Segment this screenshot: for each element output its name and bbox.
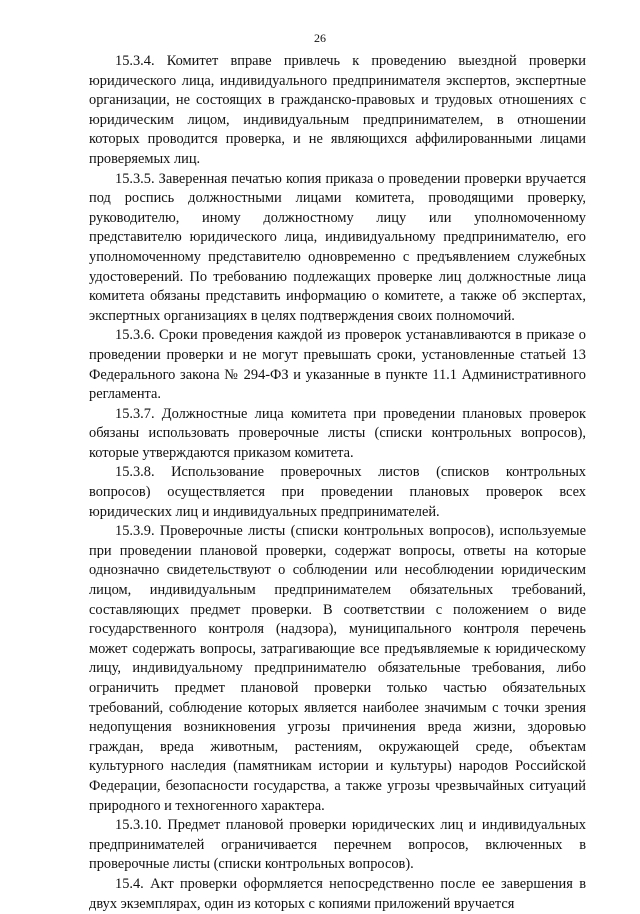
paragraph-15-4: 15.4. Акт проверки оформляется непосредственно после ее завершения в двух экземплярах, один из которых с копиями приложений вручается — [89, 875, 586, 912]
page-number: 26 — [314, 31, 326, 45]
paragraph-15-3-4: 15.3.4. Комитет вправе привлечь к проведению выездной проверки юридического лица, индивидуального предпринимателя экспертов, экспертные организации, не состоящих в гражданско-правовых и трудовых отношениях с юридическим лицом, индивидуальным предпринимателем, в отношении которых проводится проверка, и не являющихся аффилированными лицами проверяемых лиц. — [89, 53, 586, 167]
paragraph-15-3-8: 15.3.8. Использование проверочных листов (списков контрольных вопросов) осуществляется при проведении плановых проверок всех юридических лиц и индивидуальных предпринимателей. — [89, 464, 586, 520]
document-body — [89, 52, 586, 914]
paragraph-15-3-7: 15.3.7. Должностные лица комитета при проведении плановых проверок обязаны использовать проверочные листы (списки контрольных вопросов), которые утверждаются приказом комитета. — [89, 405, 586, 461]
paragraph-15-3-9: 15.3.9. Проверочные листы (списки контрольных вопросов), используемые при проведении плановой проверки, содержат вопросы, ответы на которые однозначно свидетельствуют о соблюдении или несоблюдении юридическим лицом, индивидуальным предпринимателем обязательных требований, составляющих предмет проверки. В соответствии с положением о виде государственного контроля (надзора), муниципального контроля перечень может содержать вопросы, затрагивающие все предъявляемые к юридическому лицу, индивидуальному предпринимателю обязательные требования, либо ограничить предмет плановой проверки только частью обязательных требований, соблюдение которых является наиболее значимым с точки зрения недопущения возникновения угрозы причинения вреда жизни, здоровью граждан, вреда животным, растениям, окружающей среде, объектам культурного наследия (памятникам истории и культуры) народов Российской Федерации, безопасности государства, а также угрозы чрезвычайных ситуаций природного и техногенного характера. — [89, 523, 586, 814]
paragraph-15-3-5: 15.3.5. Заверенная печатью копия приказа о проведении проверки вручается под роспись должностными лицами комитета, проводящими проверку, руководителю, иному должностному лицу или уполномоченному представителю юридического лица, индивидуальному предпринимателю, его уполномоченному представителю одновременно с предъявлением служебных удостоверений. По требованию подлежащих проверке лиц должностные лица комитета обязаны представить информацию о комитете, а также об экспертах, экспертных организациях в целях подтверждения своих полномочий. — [89, 170, 586, 324]
paragraph-15-3-6: 15.3.6. Сроки проведения каждой из проверок устанавливаются в приказе о проведении проверки и не могут превышать сроки, установленные статьей 13 Федерального закона № 294-ФЗ и указанные в пункте 11.1 Административного регламента. — [89, 327, 586, 403]
paragraph-15-3-10: 15.3.10. Предмет плановой проверки юридических лиц и индивидуальных предпринимателей ограничивается перечнем вопросов, включенных в проверочные листы (списки контрольных вопросов). — [89, 817, 586, 873]
